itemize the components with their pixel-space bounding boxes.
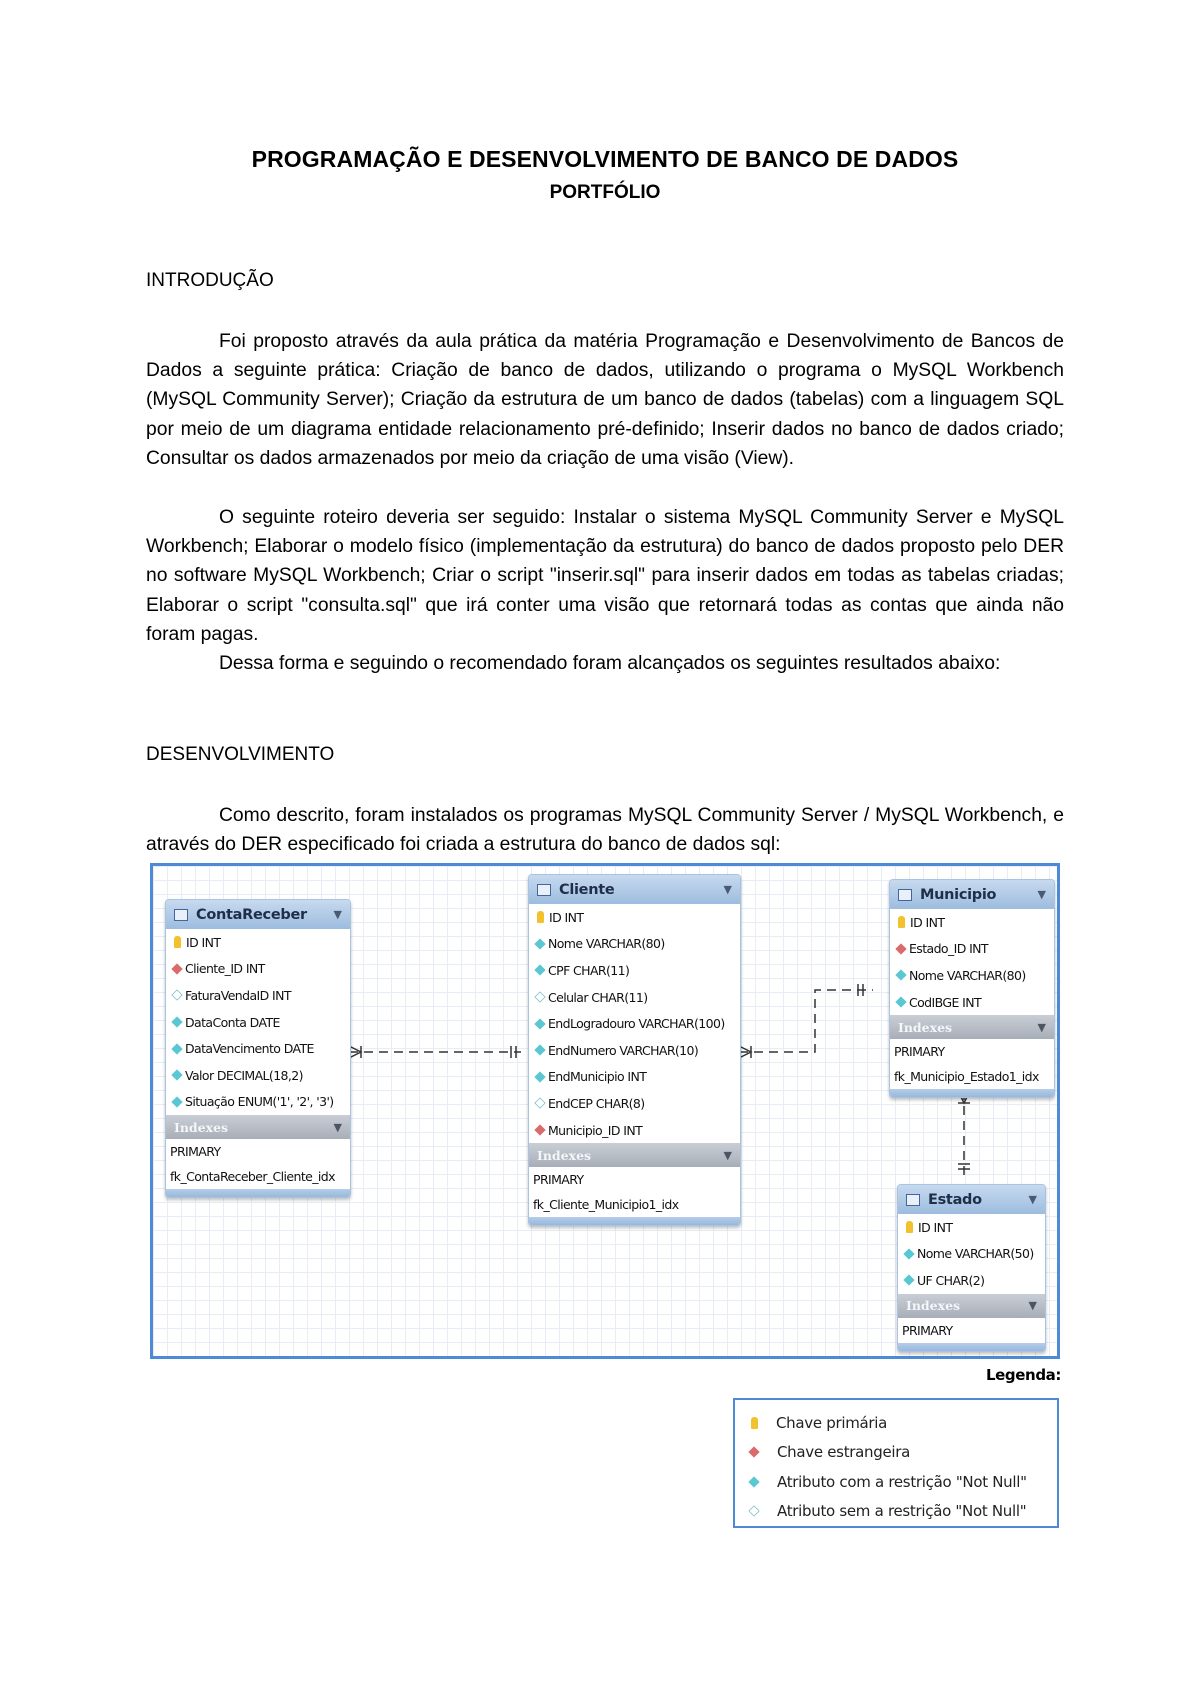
not-null-attribute-icon: [748, 1476, 759, 1487]
document-title: PROGRAMAÇÃO E DESENVOLVIMENTO DE BANCO DE DADOS: [251, 146, 959, 172]
column-row: [529, 1090, 740, 1117]
development-paragraph-1: Como descrito, foram instalados os programas MySQL Community Server / MySQL Workbench, e através do DER especificado foi criada a estrutura do banco de dados sql:: [146, 805, 1064, 856]
table-name: Cliente: [559, 881, 615, 898]
column-label: Nome VARCHAR(50): [917, 1246, 1034, 1262]
legend-title: Legenda:: [986, 1366, 1061, 1384]
column-row: [166, 956, 350, 983]
indexes-label: Indexes: [537, 1147, 592, 1163]
table-footer: [898, 1343, 1045, 1351]
column-row: [898, 1267, 1045, 1294]
indexes-label: Indexes: [906, 1298, 961, 1314]
not-null-attribute-icon: [903, 1248, 914, 1259]
column-label: EndCEP CHAR(8): [548, 1095, 645, 1111]
intro-paragraph-1: Foi proposto através da aula prática da matéria Programação e Desenvolvimento de Bancos de Dados a seguinte prática: Criação de banco de dados, utilizando o programa o MySQL Workbench (MySQL Community Server); Criação da estrutura de um banco de dados (tabelas) com a linguagem SQL por meio de um diagrama entidade relacionamento pré-definido; Inserir dados no banco de dados criado; Consultar os dados armazenados por meio da criação de uma visão (View).: [146, 331, 1064, 469]
table-icon: [537, 884, 551, 896]
nullable-attribute-icon: [748, 1506, 759, 1517]
column-row: [166, 982, 350, 1009]
index-row: fk_Cliente_Municipio1_idx: [533, 1197, 679, 1213]
collapse-triangle-icon[interactable]: ▼: [723, 883, 732, 896]
index-row: PRIMARY: [533, 1172, 584, 1188]
legend-item: [735, 1497, 1057, 1527]
column-row: [890, 989, 1054, 1016]
column-label: ID INT: [549, 909, 584, 925]
not-null-attribute-icon: [895, 996, 906, 1007]
column-row: [529, 957, 740, 984]
column-label: Celular CHAR(11): [548, 989, 648, 1005]
column-label: DataConta DATE: [185, 1014, 280, 1030]
column-label: CPF CHAR(11): [548, 962, 630, 978]
table-header: [898, 1185, 1045, 1214]
column-row: [166, 929, 350, 956]
column-label: Estado_ID INT: [909, 941, 988, 957]
column-label: Cliente_ID INT: [185, 961, 265, 977]
not-null-attribute-icon: [534, 1018, 545, 1029]
collapse-triangle-icon[interactable]: ▼: [1028, 1193, 1037, 1206]
foreign-key-icon: [748, 1447, 759, 1458]
primary-key-icon: [906, 1221, 913, 1233]
table-municipio[interactable]: [889, 879, 1055, 1098]
column-row: [890, 962, 1054, 989]
table-footer: [166, 1189, 350, 1197]
intro-heading: INTRODUÇÃO: [146, 270, 274, 291]
not-null-attribute-icon: [171, 1016, 182, 1027]
table-header: [529, 875, 740, 904]
column-row: [529, 1037, 740, 1064]
column-label: EndLogradouro VARCHAR(100): [548, 1016, 725, 1032]
table-icon: [906, 1194, 920, 1206]
not-null-attribute-icon: [534, 938, 545, 949]
not-null-attribute-icon: [895, 970, 906, 981]
document-subtitle: PORTFÓLIO: [549, 182, 661, 203]
column-row: [898, 1241, 1045, 1268]
not-null-attribute-icon: [171, 1070, 182, 1081]
column-label: DataVencimento DATE: [185, 1041, 314, 1057]
column-label: ID INT: [910, 914, 945, 930]
column-label: EndMunicipio INT: [548, 1069, 647, 1085]
indexes-header: [898, 1294, 1045, 1318]
legend-label: Atributo com a restrição "Not Null": [777, 1472, 1027, 1491]
er-diagram: [150, 863, 1060, 1359]
legend-item: [735, 1467, 1057, 1497]
foreign-key-icon: [895, 943, 906, 954]
primary-key-icon: [898, 916, 905, 928]
foreign-key-icon: [171, 963, 182, 974]
table-icon: [174, 909, 188, 921]
indexes-label: Indexes: [174, 1119, 229, 1135]
column-row: [529, 904, 740, 931]
table-header: [890, 880, 1054, 909]
foreign-key-icon: [534, 1124, 545, 1135]
table-footer: [529, 1217, 740, 1225]
not-null-attribute-icon: [534, 965, 545, 976]
table-estado[interactable]: [897, 1184, 1046, 1352]
column-label: ID INT: [918, 1219, 953, 1235]
primary-key-icon: [537, 911, 544, 923]
intro-paragraph-3: Dessa forma e seguindo o recomendado foram alcançados os seguintes resultados abaixo:: [219, 653, 1001, 674]
index-row: fk_Municipio_Estado1_idx: [894, 1069, 1039, 1085]
nullable-attribute-icon: [171, 990, 182, 1001]
column-label: Situação ENUM('1', '2', '3'): [185, 1094, 334, 1110]
legend-item: [735, 1408, 1057, 1438]
collapse-triangle-icon[interactable]: ▼: [723, 1148, 732, 1162]
column-row: [166, 1062, 350, 1089]
table-name: Municipio: [920, 886, 997, 903]
column-label: Nome VARCHAR(80): [548, 936, 665, 952]
column-label: UF CHAR(2): [917, 1272, 985, 1288]
intro-paragraph-2: O seguinte roteiro deveria ser seguido: Instalar o sistema MySQL Community Server e MySQL Workbench; Elaborar o modelo físico (implementação da estrutura) do banco de dados proposto pelo DER no software MySQL Workbench; Criar o script "inserir.sql" para inserir dados em todas as tabelas criadas; Elaborar o script "consulta.sql" que irá conter uma visão que retornará todas as contas que ainda não foram pagas.: [146, 507, 1064, 645]
nullable-attribute-icon: [534, 1098, 545, 1109]
development-heading: DESENVOLVIMENTO: [146, 744, 335, 765]
column-row: [529, 931, 740, 958]
column-row: [898, 1214, 1045, 1241]
column-label: Nome VARCHAR(80): [909, 967, 1026, 983]
column-label: Valor DECIMAL(18,2): [185, 1067, 303, 1083]
column-row: [529, 984, 740, 1011]
index-row: PRIMARY: [170, 1144, 221, 1160]
collapse-triangle-icon[interactable]: ▼: [1037, 1020, 1046, 1034]
not-null-attribute-icon: [171, 1096, 182, 1107]
table-header: [166, 900, 350, 929]
column-row: [529, 1064, 740, 1091]
not-null-attribute-icon: [171, 1043, 182, 1054]
legend-label: Chave primária: [776, 1413, 888, 1432]
column-label: ID INT: [186, 934, 221, 950]
index-row: fk_ContaReceber_Cliente_idx: [170, 1169, 335, 1185]
legend-label: Chave estrangeira: [777, 1443, 911, 1462]
column-label: CodIBGE INT: [909, 994, 981, 1010]
legend-label: Atributo sem a restrição "Not Null": [777, 1502, 1027, 1521]
column-row: [529, 1010, 740, 1037]
column-row: [890, 936, 1054, 963]
column-row: [166, 1009, 350, 1036]
nullable-attribute-icon: [534, 991, 545, 1002]
collapse-triangle-icon[interactable]: ▼: [1037, 888, 1046, 901]
table-name: ContaReceber: [196, 906, 307, 923]
table-icon: [898, 889, 912, 901]
index-row: PRIMARY: [902, 1322, 953, 1338]
primary-key-icon: [174, 936, 181, 948]
collapse-triangle-icon[interactable]: ▼: [333, 908, 342, 921]
table-footer: [890, 1089, 1054, 1097]
relation-cliente-municipio: [739, 990, 873, 1052]
one-mark-cliente-left: [511, 1046, 516, 1058]
legend-box: [733, 1398, 1059, 1528]
indexes-header: [890, 1015, 1054, 1039]
column-label: Municipio_ID INT: [548, 1122, 643, 1138]
column-row: [890, 909, 1054, 936]
column-row: [166, 1035, 350, 1062]
not-null-attribute-icon: [903, 1275, 914, 1286]
column-label: FaturaVendaID INT: [185, 987, 291, 1003]
not-null-attribute-icon: [534, 1045, 545, 1056]
column-label: EndNumero VARCHAR(10): [548, 1042, 699, 1058]
collapse-triangle-icon[interactable]: ▼: [1028, 1299, 1037, 1313]
collapse-triangle-icon[interactable]: ▼: [333, 1120, 342, 1134]
table-contareceber[interactable]: [165, 899, 351, 1198]
primary-key-icon: [751, 1417, 758, 1429]
index-row: PRIMARY: [894, 1044, 945, 1060]
table-name: Estado: [928, 1191, 982, 1208]
not-null-attribute-icon: [534, 1071, 545, 1082]
table-cliente[interactable]: [528, 874, 741, 1226]
legend-item: [735, 1438, 1057, 1468]
indexes-header: [166, 1115, 350, 1139]
indexes-label: Indexes: [898, 1019, 953, 1035]
column-row: [529, 1117, 740, 1144]
column-row: [166, 1089, 350, 1116]
indexes-header: [529, 1143, 740, 1167]
